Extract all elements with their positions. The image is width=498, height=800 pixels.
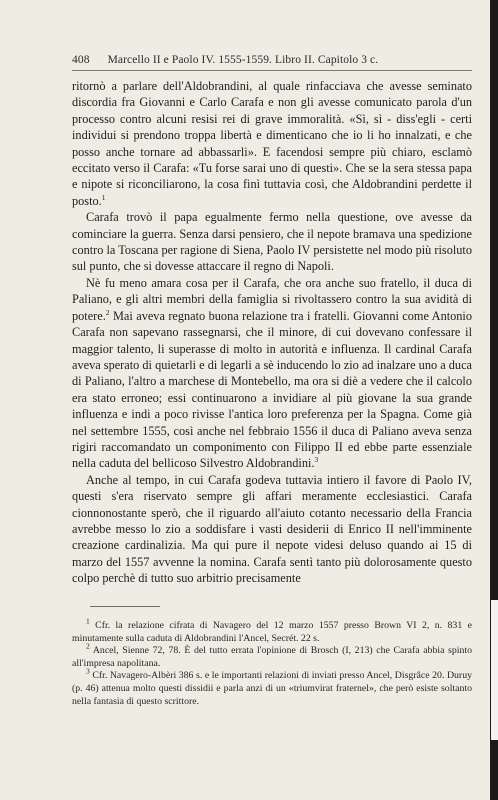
footnote-text: Cfr. la relazione cifrata di Navagero del 12 marzo 1557 presso Brown VI 2, n. 831 e minutamente sulla caduta di Aldobrandini l'Ancel, Secrét. 22 s. (72, 620, 472, 644)
page-number: 408 (72, 54, 90, 66)
footnote (72, 616, 472, 645)
paragraph: Carafa trovò il papa egualmente fermo nella questione, ove avesse da cominciare la guerra. Senza darsi pensiero, che il nepote bramava una spedizione contro la Toscana per ragione di Siena, Paolo IV persistette nel modo più risoluto sul punto, che si dovesse attaccare il regno di Napoli. (72, 210, 472, 274)
footnote-ref: 3 (314, 455, 319, 465)
footnote-ref: 2 (105, 307, 110, 317)
edge-marker (491, 600, 498, 740)
paragraph: Anche al tempo, in cui Carafa godeva tuttavia intiero il favore di Paolo IV, questi s'era riservato sempre gli affari meramente ecclesiastici. Carafa cionnonostante sperò, che il riguardo all'aiuto cotanto necessario della Francia avrebbe messo lo zio a soddisfare i vasti desiderii di Enrico II nell'imminente creazione cardinalizia. Ma qui pure il nepote videsi deluso quando ai 15 di marzo del 1557 avvenne la nomina. Carafa sentì tanto più dolorosamente questo colpo perchè di tutto suo arbitrio precisamente (72, 472, 472, 586)
main-text (72, 78, 472, 587)
footnote-mark: 1 (86, 616, 90, 626)
paragraph: ritornò a parlare dell'Aldobrandini, al quale rinfacciava che avesse seminato discordia fra Giovanni e Carlo Carafa e non gli avesse comunicato parola d'un processo contro alcuni resisi rei di grave immoralità. «Sì, sì - diss'egli - certi individui si prendono troppa libertà e dimenticano che io li ho innalzati, e che posso anche tornare ad abbassarli». E facendosi sempre più chiaro, esclamò eccitato verso il Carafa: «Tu forse sarai uno di questi». Che se la sera stessa papa e nipote si riconciliarono, la cosa finì tuttavia così, che Aldobrandini perdette il posto.$^1$ (72, 79, 472, 208)
footnote-ref: 1 (101, 192, 106, 202)
running-title: Marcello II e Paolo IV. 1555-1559. Libro II. Capitolo 3 c. (107, 54, 379, 66)
running-header (72, 54, 472, 66)
footnote-mark: 2 (86, 641, 90, 651)
footnote-text: Cfr. Navagero-Albèri 386 s. e le importanti relazioni di inviati presso Ancel, Disgrâce 20. Duruy (p. 46) attenua molto questi dissidii e parla anzi di un «triumvirat fraternel», che però esiste soltanto nella fantasia di questo scrittore. (72, 670, 472, 707)
footnote-mark: 3 (86, 667, 90, 677)
footnotes (72, 616, 472, 708)
footnote (72, 667, 472, 708)
footnote-text: Ancel, Sienne 72, 78. È del tutto errata l'opinione di Brosch (I, 213) che Carafa abbia spinto all'impresa napolitana. (72, 645, 472, 669)
footnote (72, 641, 472, 670)
paragraph: Nè fu meno amara cosa per il Carafa, che ora anche suo fratello, il duca di Paliano, e gli altri membri della famiglia si rivoltassero contro la sua avidità di potere.$^2$ Mai aveva regnato buona relazione tra i fratelli. Giovanni come Antonio Carafa non sapevano rassegnarsi, che il minore, di cui dovevano confessare il maggior talento, li superasse di molto in autorità e influenza. Il cardinal Carafa aveva sperato di quietarli e di legarli a sè inducendo lo zio ad inalzare uno a duca di Paliano, l'altro a marchese di Montebello, ma ora si diè a vedere che il calcolo era stato erroneo; essi continuarono a invidiare al più giovane la sua grande influenza e indi a poco rivisse l'antica loro preferenza per la Spagna. Come già nel settembre 1555, così anche nel febbraio 1556 il duca di Paliano aveva senza rigiri raccomandato un componimento con Filippo II ed ebbe parte essenziale nella caduta del bellicoso Silvestro Aldobrandini.$^3$ (72, 275, 472, 471)
footnote-rule (90, 606, 160, 607)
header-rule (72, 70, 472, 71)
